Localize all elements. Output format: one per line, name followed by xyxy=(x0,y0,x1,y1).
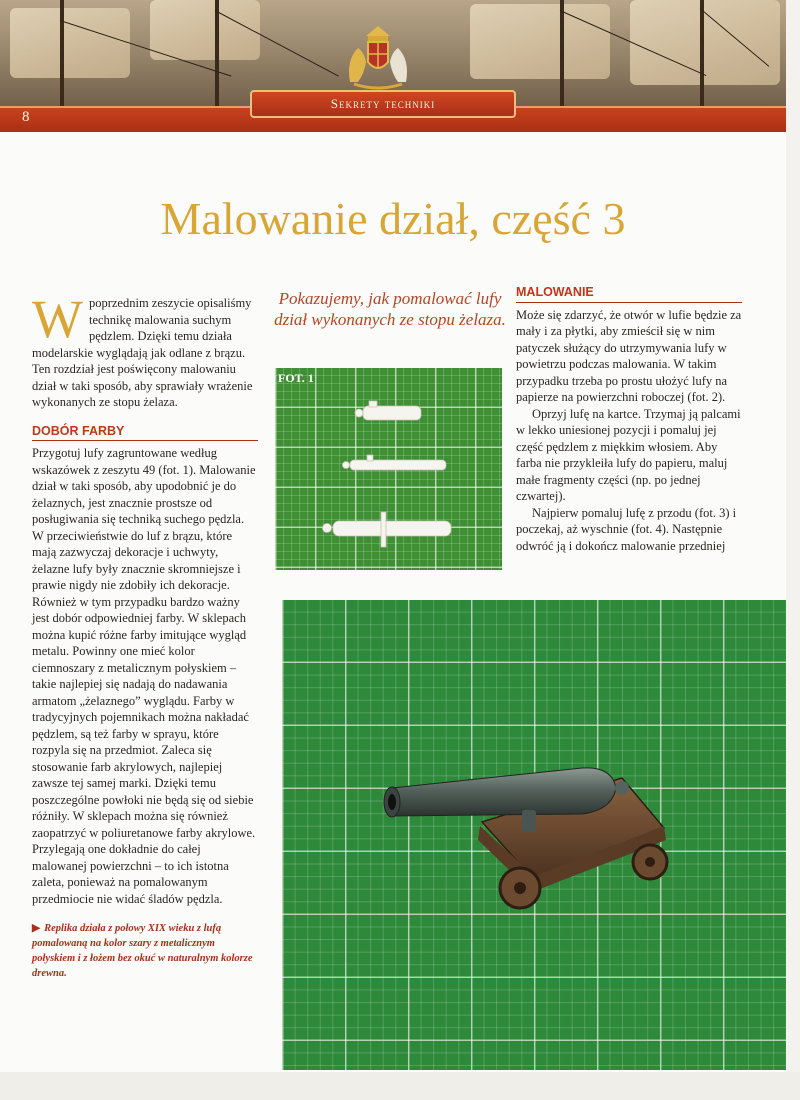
mast xyxy=(700,0,704,115)
mast xyxy=(560,0,564,115)
mast xyxy=(60,0,64,115)
barrels-illustration xyxy=(275,368,502,570)
cannon-model-illustration xyxy=(282,600,786,1070)
intro-text: poprzednim zeszycie opisaliśmy technikę malowania suchym pędzlem. Dzięki temu działa modelarskie wyglądają jak odlane z brązu. Ten rozdział jest poświęcony malowaniu dział w taki sposób, aby sprawiały wrażenie wykonanych ze stopu żelaza. xyxy=(32,296,253,409)
subheading-paint-choice: DOBÓR FARBY xyxy=(32,423,258,442)
photo-1-cannon-barrels xyxy=(275,368,502,570)
section-label: Sekrety techniki xyxy=(250,90,516,118)
caption-text: Replika działa z połowy XIX wieku z lufą pomalowaną na kolor szary z metalicznym połyskiem i z łożem bez okuć w naturalnym kolorze drewna. xyxy=(32,923,253,979)
sail-shape xyxy=(150,0,260,60)
left-column xyxy=(32,289,258,981)
mast xyxy=(215,0,219,115)
photo-painted-cannon xyxy=(282,600,786,1070)
photo-label: FOT. 1 xyxy=(278,371,314,385)
photo-caption xyxy=(32,921,258,981)
center-intro: Pokazujemy, jak pomalować lufy dział wykonanych ze stopu żelaza. xyxy=(274,289,506,329)
page-number: 8 xyxy=(22,109,30,125)
page-margin xyxy=(0,1072,800,1100)
sail-shape xyxy=(10,8,130,78)
body-text: Przygotuj lufy zagruntowane według wskazówek z zeszytu 49 (fot. 1). Malowanie dział w taki sposób, aby upodobnić je do żelaznych, jest znacznie prostsze od posługiwania się techniką suchego pędzla. W przeciwieństwie do luf z brązu, które mają zazwyczaj dekoracje i uchwyty, żelazne lufy były znacznie skromniejsze i prawie nigdy nie zdobiły ich dekoracje. Również w tym przypadku bardzo ważny jest dobór odpowiedniej farby. W sklepach można kupić różne farby imitujące wygląd metalu. Powinny one mieć kolor ciemnoszary z metalicznym połyskiem – takie najlepiej się nadają do nadawania armatom „żelaznego” wyglądu. Farby w tradycyjnych pojemnikach można nakładać pędzlem, są też farby w sprayu, które rozpyla się na przedmiot. Zaleca się stosowanie farb akrylowych, najlepiej zawsze tej samej marki. Dzięki temu poszczególne powłoki nie będą się od siebie różniły. W sklepach można się również zaopatrzyć w poliuretanowe farby akrylowe. Przylegają one dokładnie do całej malowanej powierzchni – to ich istotna zaleta, ponieważ na pomalowanym przedmiocie nie widać śladów pędzla. xyxy=(32,446,256,906)
royal-crest-icon xyxy=(328,22,428,92)
intro-paragraph xyxy=(32,289,258,411)
right-paragraph-3: Najpierw pomaluj lufę z przodu (fot. 3) i poczekaj, aż wyschnie (fot. 4). Następnie odwróć ją i dokończ malowanie przedniej xyxy=(516,505,737,553)
right-paragraph-1: Może się zdarzyć, że otwór w lufie będzie za mały i za płytki, aby zmieścił się w nim patyczek służący do utrzymywania lufy w powietrzu podczas malowania. W takim przypadku trzeba po prostu ułożyć lufy na papierze na powierzchni roboczej (fot. 2). xyxy=(516,307,742,404)
drop-cap: W xyxy=(32,289,83,349)
right-paragraph-2: Oprzyj lufę na kartce. Trzymaj ją palcami w lekko uniesionej pozycji i pomaluj jej część pędzlem z miękkim włosiem. Aby farba nie przykleiła lufy do papieru, maluj małe fragmenty części (np. po jednej czwartej). xyxy=(516,406,741,503)
page-title: Malowanie dział, część 3 xyxy=(160,193,626,244)
caption-arrow-icon: ▶ xyxy=(32,923,41,934)
subheading-painting: MALOWANIE xyxy=(516,284,742,303)
right-column xyxy=(516,284,742,554)
sail-shape xyxy=(470,4,610,79)
